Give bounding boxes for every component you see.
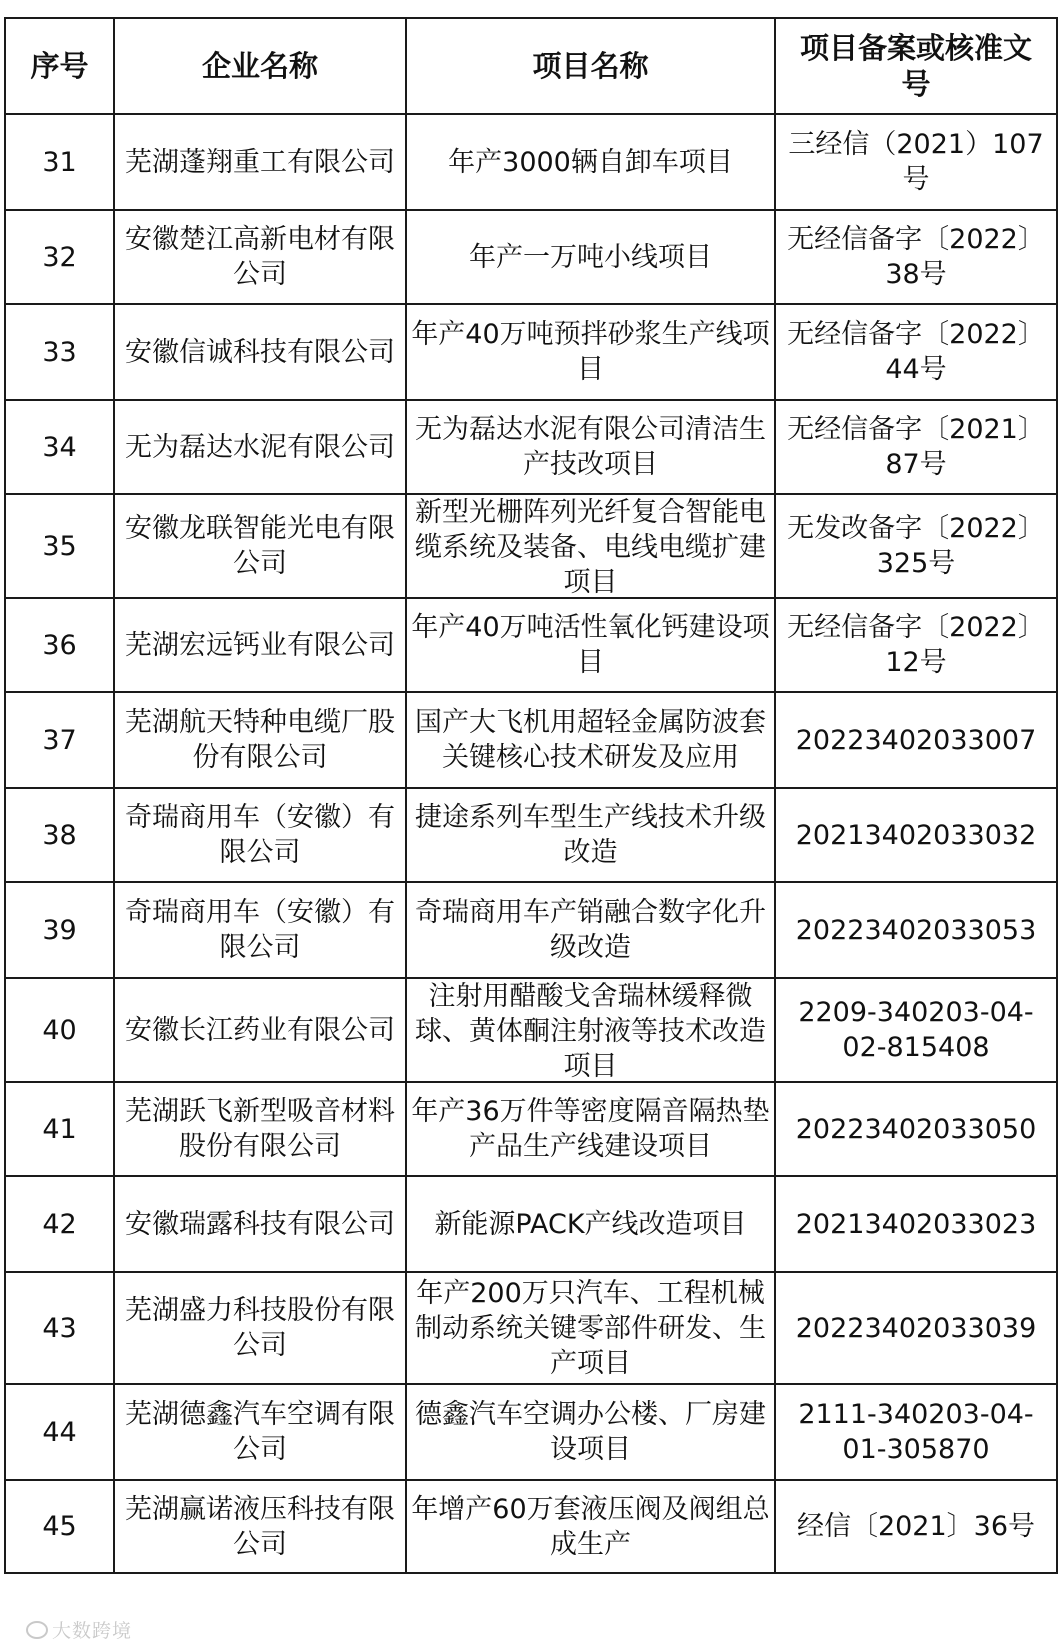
header-row	[5, 18, 1057, 114]
cell-company-name	[114, 598, 406, 692]
cell-filing-number	[775, 400, 1057, 494]
cell-company-name-text: 芜湖德鑫汽车空调有限公司	[125, 1399, 395, 1465]
cell-serial-number	[5, 210, 114, 304]
cell-filing-number	[775, 494, 1057, 598]
cell-company-name	[114, 692, 406, 788]
watermark-logo-icon	[26, 1621, 48, 1639]
cell-company-name-text: 安徽信诚科技有限公司	[125, 336, 395, 368]
table-row	[5, 692, 1057, 788]
cell-project-name	[406, 692, 775, 788]
cell-company-name-text: 芜湖蓬翔重工有限公司	[125, 146, 395, 178]
cell-project-name-text: 年产40万吨活性氧化钙建设项目	[411, 612, 770, 678]
cell-serial-number-text: 39	[42, 914, 77, 946]
watermark	[26, 1620, 132, 1642]
cell-company-name-text: 安徽长江药业有限公司	[125, 1014, 395, 1046]
table-row	[5, 1272, 1057, 1384]
cell-project-name	[406, 400, 775, 494]
cell-project-name-text: 年产3000辆自卸车项目	[448, 146, 733, 178]
cell-company-name	[114, 114, 406, 210]
cell-serial-number-text: 33	[42, 336, 77, 368]
cell-serial-number	[5, 882, 114, 978]
cell-serial-number	[5, 1082, 114, 1176]
cell-filing-number-text: 20223402033039	[795, 1312, 1037, 1344]
table-row	[5, 598, 1057, 692]
cell-serial-number	[5, 114, 114, 210]
cell-project-name	[406, 210, 775, 304]
cell-company-name-text: 芜湖赢诺液压科技有限公司	[125, 1493, 395, 1560]
cell-company-name	[114, 304, 406, 400]
cell-serial-number-text: 43	[42, 1312, 77, 1344]
cell-project-name	[406, 1480, 775, 1573]
cell-filing-number-text: 20223402033053	[795, 914, 1037, 946]
cell-company-name	[114, 788, 406, 882]
cell-serial-number-text: 31	[42, 146, 77, 178]
cell-company-name-text: 芜湖盛力科技股份有限公司	[125, 1295, 395, 1361]
cell-project-name	[406, 494, 775, 598]
table-row	[5, 978, 1057, 1082]
cell-project-name-text: 年产40万吨预拌砂浆生产线项目	[411, 319, 770, 385]
cell-filing-number-text: 无经信备字〔2021〕87号	[787, 414, 1045, 480]
cell-company-name	[114, 978, 406, 1082]
cell-project-name	[406, 304, 775, 400]
cell-serial-number-text: 45	[42, 1511, 77, 1542]
cell-project-name	[406, 598, 775, 692]
cell-filing-number	[775, 1384, 1057, 1480]
cell-filing-number	[775, 788, 1057, 882]
project-table	[4, 17, 1058, 1574]
cell-project-name-text: 捷途系列车型生产线技术升级改造	[415, 802, 766, 868]
cell-company-name-text: 奇瑞商用车（安徽）有限公司	[125, 897, 395, 963]
cell-project-name-text: 注射用醋酸戈舍瑞林缓释微球、黄体酮注射液等技术改造项目	[415, 981, 766, 1081]
cell-filing-number-text: 2209-340203-04-02-815408	[798, 997, 1034, 1063]
table-row	[5, 882, 1057, 978]
cell-serial-number	[5, 598, 114, 692]
cell-serial-number-text: 44	[42, 1416, 77, 1448]
cell-serial-number-text: 42	[42, 1208, 77, 1240]
cell-project-name	[406, 788, 775, 882]
cell-serial-number	[5, 1480, 114, 1573]
cell-serial-number-text: 41	[42, 1113, 77, 1145]
cell-project-name-text: 新能源PACK产线改造项目	[434, 1208, 747, 1240]
cell-company-name-text: 芜湖跃飞新型吸音材料股份有限公司	[125, 1096, 395, 1162]
cell-filing-number	[775, 882, 1057, 978]
cell-project-name	[406, 114, 775, 210]
cell-filing-number-text: 无经信备字〔2022〕38号	[787, 224, 1045, 290]
table-row	[5, 1384, 1057, 1480]
cell-project-name	[406, 1176, 775, 1272]
cell-filing-number	[775, 598, 1057, 692]
cell-serial-number	[5, 494, 114, 598]
header-filing-number: 项目备案或核准文号	[775, 18, 1057, 114]
cell-filing-number-text: 20223402033050	[795, 1113, 1037, 1145]
cell-company-name	[114, 1272, 406, 1384]
table-row	[5, 400, 1057, 494]
cell-filing-number	[775, 114, 1057, 210]
table-header	[5, 18, 1057, 114]
cell-serial-number-text: 34	[42, 431, 77, 463]
cell-serial-number	[5, 978, 114, 1082]
header-serial-number: 序号	[5, 18, 114, 114]
cell-project-name	[406, 978, 775, 1082]
cell-project-name-text: 年产200万只汽车、工程机械制动系统关键零部件研发、生产项目	[415, 1277, 766, 1379]
cell-serial-number	[5, 1384, 114, 1480]
cell-project-name-text: 国产大飞机用超轻金属防波套关键核心技术研发及应用	[415, 707, 766, 773]
table-row	[5, 788, 1057, 882]
cell-project-name-text: 年产36万件等密度隔音隔热垫产品生产线建设项目	[411, 1096, 770, 1162]
cell-project-name	[406, 882, 775, 978]
cell-serial-number	[5, 692, 114, 788]
cell-company-name-text: 芜湖航天特种电缆厂股份有限公司	[125, 707, 395, 773]
cell-filing-number	[775, 1480, 1057, 1573]
table-row	[5, 210, 1057, 304]
header-project-name: 项目名称	[406, 18, 775, 114]
cell-serial-number-text: 40	[42, 1014, 77, 1046]
cell-filing-number-text: 经信〔2021〕36号	[796, 1511, 1036, 1542]
cell-company-name	[114, 210, 406, 304]
cell-project-name	[406, 1082, 775, 1176]
cell-company-name	[114, 1384, 406, 1480]
cell-filing-number-text: 2111-340203-04-01-305870	[798, 1399, 1034, 1465]
cell-filing-number-text: 无经信备字〔2022〕44号	[787, 319, 1045, 385]
cell-filing-number	[775, 304, 1057, 400]
header-company-name: 企业名称	[114, 18, 406, 114]
cell-project-name-text: 奇瑞商用车产销融合数字化升级改造	[415, 897, 766, 963]
cell-filing-number-text: 20213402033032	[795, 819, 1037, 851]
cell-serial-number-text: 37	[42, 724, 77, 756]
cell-company-name-text: 安徽龙联智能光电有限公司	[125, 513, 395, 579]
cell-serial-number-text: 32	[42, 241, 77, 273]
cell-serial-number-text: 35	[42, 530, 77, 562]
cell-company-name-text: 芜湖宏远钙业有限公司	[125, 629, 395, 661]
cell-filing-number-text: 20213402033023	[795, 1208, 1037, 1240]
cell-serial-number	[5, 1272, 114, 1384]
cell-project-name-text: 年产一万吨小线项目	[469, 241, 712, 273]
cell-filing-number-text: 20223402033007	[795, 724, 1037, 756]
table-row	[5, 304, 1057, 400]
cell-company-name	[114, 1480, 406, 1573]
cell-project-name-text: 新型光栅阵列光纤复合智能电缆系统及装备、电线电缆扩建项目	[415, 497, 766, 597]
cell-filing-number	[775, 1176, 1057, 1272]
cell-filing-number-text: 无经信备字〔2022〕12号	[787, 612, 1045, 678]
cell-company-name-text: 奇瑞商用车（安徽）有限公司	[125, 802, 395, 868]
table-body	[5, 114, 1057, 1573]
cell-company-name-text: 无为磊达水泥有限公司	[125, 431, 395, 463]
cell-project-name-text: 无为磊达水泥有限公司清洁生产技改项目	[415, 414, 766, 480]
cell-filing-number	[775, 692, 1057, 788]
cell-serial-number-text: 38	[42, 819, 77, 851]
cell-project-name-text: 年增产60万套液压阀及阀组总成生产	[411, 1493, 770, 1560]
cell-company-name	[114, 400, 406, 494]
cell-company-name	[114, 1176, 406, 1272]
cell-filing-number-text: 三经信（2021）107号	[788, 129, 1044, 195]
cell-company-name	[114, 494, 406, 598]
table-row	[5, 1480, 1057, 1573]
cell-filing-number	[775, 1272, 1057, 1384]
cell-company-name	[114, 882, 406, 978]
table-row	[5, 114, 1057, 210]
cell-project-name	[406, 1272, 775, 1384]
cell-serial-number-text: 36	[42, 629, 77, 661]
cell-serial-number	[5, 400, 114, 494]
cell-project-name	[406, 1384, 775, 1480]
cell-filing-number-text: 无发改备字〔2022〕325号	[787, 513, 1045, 579]
watermark-text: 大数跨境	[52, 1620, 133, 1642]
cell-project-name-text: 德鑫汽车空调办公楼、厂房建设项目	[415, 1399, 766, 1465]
table-row	[5, 494, 1057, 598]
cell-filing-number	[775, 978, 1057, 1082]
cell-filing-number	[775, 210, 1057, 304]
cell-filing-number	[775, 1082, 1057, 1176]
cell-company-name-text: 安徽瑞露科技有限公司	[125, 1208, 395, 1240]
cell-company-name	[114, 1082, 406, 1176]
cell-serial-number	[5, 788, 114, 882]
table-row	[5, 1082, 1057, 1176]
cell-serial-number	[5, 1176, 114, 1272]
cell-serial-number	[5, 304, 114, 400]
table-row	[5, 1176, 1057, 1272]
cell-company-name-text: 安徽楚江高新电材有限公司	[125, 224, 395, 290]
